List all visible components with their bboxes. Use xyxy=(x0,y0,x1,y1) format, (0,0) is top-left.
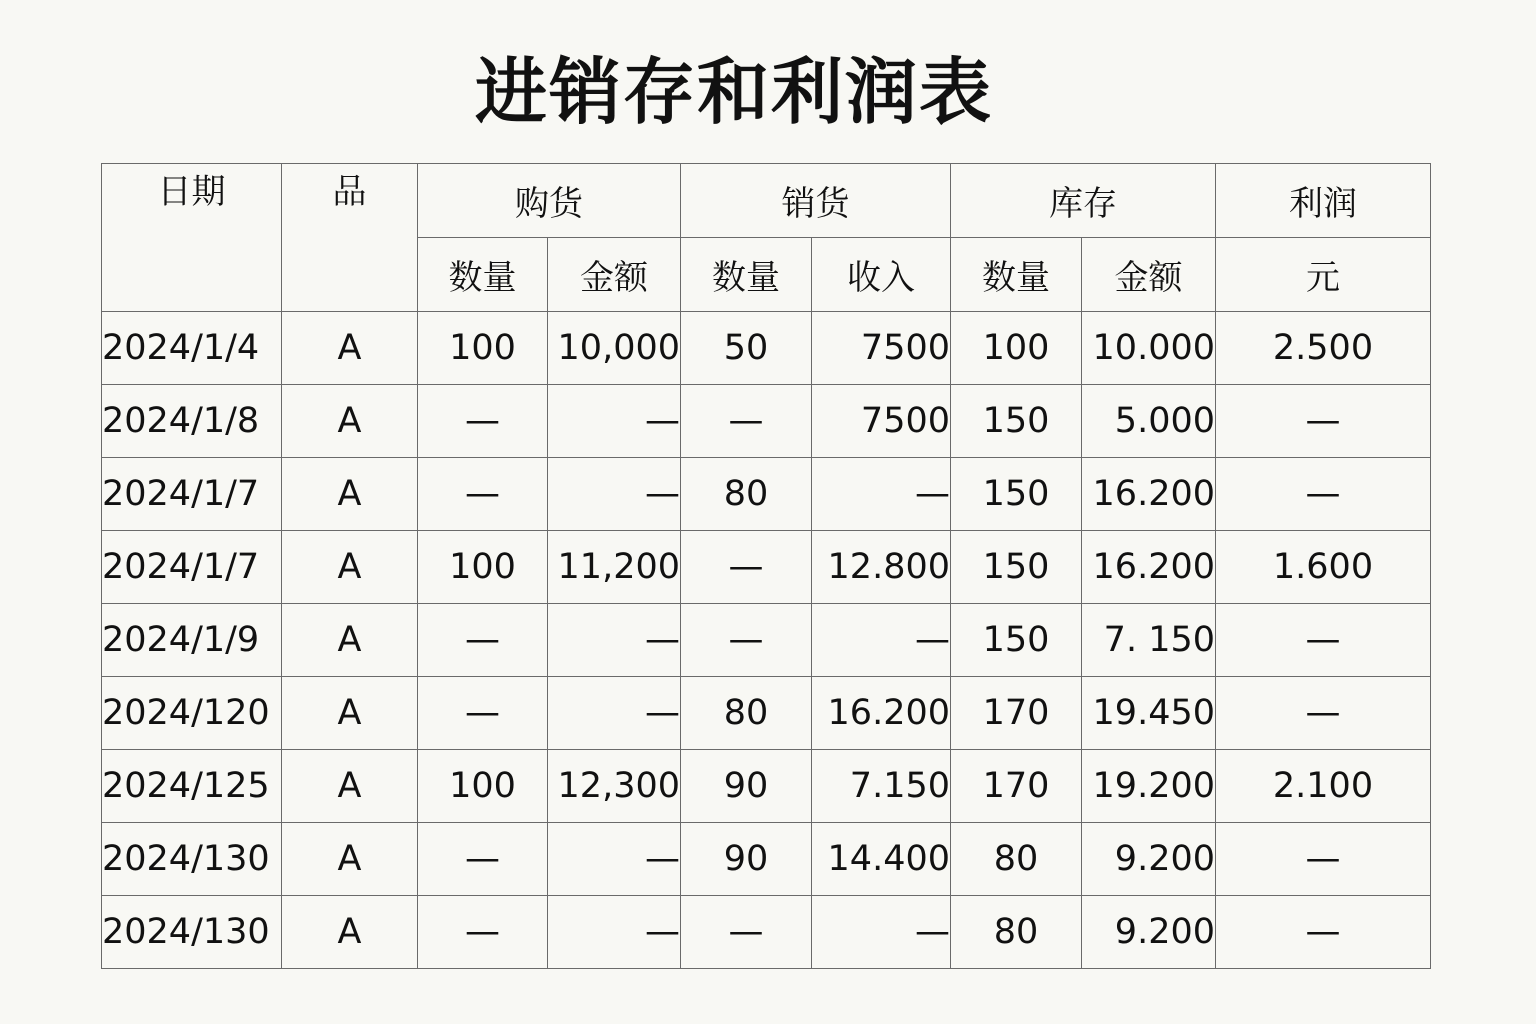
cell-product: A xyxy=(282,823,418,896)
cell-sales-income: — xyxy=(812,896,951,969)
header-profit: 利润 xyxy=(1216,164,1431,238)
cell-sales-qty: — xyxy=(681,896,812,969)
cell-sales-income: 16.200 xyxy=(812,677,951,750)
cell-inventory-amount: 16.200 xyxy=(1082,531,1216,604)
cell-date: 2024/125 xyxy=(102,750,282,823)
cell-profit: 2.500 xyxy=(1216,312,1431,385)
cell-sales-income: 7.150 xyxy=(812,750,951,823)
cell-date: 2024/130 xyxy=(102,823,282,896)
cell-product: A xyxy=(282,750,418,823)
cell-product: A xyxy=(282,312,418,385)
inventory-profit-table xyxy=(101,163,1431,969)
cell-sales-qty: 90 xyxy=(681,823,812,896)
cell-product: A xyxy=(282,677,418,750)
cell-purchase-amount: — xyxy=(548,458,681,531)
table-row xyxy=(102,458,1431,531)
cell-product: A xyxy=(282,385,418,458)
cell-purchase-amount: — xyxy=(548,896,681,969)
header-inventory: 库存 xyxy=(951,164,1216,238)
table-row xyxy=(102,823,1431,896)
cell-purchase-qty: — xyxy=(418,604,548,677)
cell-purchase-amount: — xyxy=(548,604,681,677)
cell-inventory-amount: 9.200 xyxy=(1082,823,1216,896)
header-sales: 销货 xyxy=(681,164,951,238)
cell-inventory-amount: 7. 150 xyxy=(1082,604,1216,677)
cell-inventory-qty: 150 xyxy=(951,458,1082,531)
cell-date: 2024/1/9 xyxy=(102,604,282,677)
cell-inventory-qty: 100 xyxy=(951,312,1082,385)
cell-inventory-amount: 19.200 xyxy=(1082,750,1216,823)
cell-purchase-amount: — xyxy=(548,385,681,458)
cell-inventory-qty: 150 xyxy=(951,531,1082,604)
cell-profit: — xyxy=(1216,677,1431,750)
cell-inventory-amount: 10.000 xyxy=(1082,312,1216,385)
cell-profit: — xyxy=(1216,458,1431,531)
cell-date: 2024/1/7 xyxy=(102,531,282,604)
cell-purchase-qty: 100 xyxy=(418,531,548,604)
cell-inventory-qty: 80 xyxy=(951,823,1082,896)
cell-purchase-amount: 10,000 xyxy=(548,312,681,385)
table-row xyxy=(102,677,1431,750)
cell-purchase-qty: — xyxy=(418,823,548,896)
cell-sales-income: — xyxy=(812,458,951,531)
cell-sales-qty: 80 xyxy=(681,458,812,531)
cell-inventory-qty: 150 xyxy=(951,604,1082,677)
cell-profit: — xyxy=(1216,896,1431,969)
cell-sales-income: 7500 xyxy=(812,385,951,458)
cell-sales-qty: 90 xyxy=(681,750,812,823)
table-row xyxy=(102,385,1431,458)
cell-sales-qty: — xyxy=(681,604,812,677)
cell-date: 2024/1/7 xyxy=(102,458,282,531)
header-inventory-qty: 数量 xyxy=(951,238,1082,312)
table-body xyxy=(102,312,1431,969)
cell-profit: — xyxy=(1216,823,1431,896)
cell-inventory-qty: 170 xyxy=(951,750,1082,823)
cell-profit: — xyxy=(1216,604,1431,677)
header-purchase-amount: 金额 xyxy=(548,238,681,312)
header-sales-income: 收入 xyxy=(812,238,951,312)
cell-date: 2024/1/8 xyxy=(102,385,282,458)
cell-profit: — xyxy=(1216,385,1431,458)
cell-inventory-amount: 16.200 xyxy=(1082,458,1216,531)
cell-product: A xyxy=(282,458,418,531)
cell-inventory-amount: 5.000 xyxy=(1082,385,1216,458)
header-purchase-qty: 数量 xyxy=(418,238,548,312)
cell-purchase-qty: — xyxy=(418,677,548,750)
cell-sales-qty: — xyxy=(681,385,812,458)
cell-sales-income: — xyxy=(812,604,951,677)
cell-purchase-qty: — xyxy=(418,458,548,531)
cell-purchase-qty: — xyxy=(418,385,548,458)
cell-sales-qty: — xyxy=(681,531,812,604)
cell-purchase-amount: 11,200 xyxy=(548,531,681,604)
cell-date: 2024/1/4 xyxy=(102,312,282,385)
header-date: 日期 xyxy=(102,164,282,312)
cell-sales-income: 7500 xyxy=(812,312,951,385)
header-purchase: 购货 xyxy=(418,164,681,238)
cell-sales-income: 14.400 xyxy=(812,823,951,896)
table-row xyxy=(102,312,1431,385)
cell-product: A xyxy=(282,531,418,604)
cell-purchase-amount: — xyxy=(548,677,681,750)
cell-inventory-qty: 80 xyxy=(951,896,1082,969)
header-profit-unit: 元 xyxy=(1216,238,1431,312)
cell-inventory-qty: 150 xyxy=(951,385,1082,458)
cell-purchase-qty: — xyxy=(418,896,548,969)
table-row xyxy=(102,531,1431,604)
cell-profit: 2.100 xyxy=(1216,750,1431,823)
cell-product: A xyxy=(282,896,418,969)
cell-sales-qty: 80 xyxy=(681,677,812,750)
header-inventory-amount: 金额 xyxy=(1082,238,1216,312)
cell-profit: 1.600 xyxy=(1216,531,1431,604)
cell-inventory-amount: 9.200 xyxy=(1082,896,1216,969)
cell-product: A xyxy=(282,604,418,677)
table-row xyxy=(102,896,1431,969)
cell-purchase-amount: 12,300 xyxy=(548,750,681,823)
cell-inventory-amount: 19.450 xyxy=(1082,677,1216,750)
cell-purchase-amount: — xyxy=(548,823,681,896)
page-title: 进销存和利润表 xyxy=(474,50,993,134)
header-product: 品 xyxy=(282,164,418,312)
table-row xyxy=(102,604,1431,677)
table-header xyxy=(102,164,1431,312)
table-row xyxy=(102,750,1431,823)
cell-inventory-qty: 170 xyxy=(951,677,1082,750)
cell-date: 2024/130 xyxy=(102,896,282,969)
cell-purchase-qty: 100 xyxy=(418,750,548,823)
cell-sales-income: 12.800 xyxy=(812,531,951,604)
cell-date: 2024/120 xyxy=(102,677,282,750)
cell-purchase-qty: 100 xyxy=(418,312,548,385)
header-sales-qty: 数量 xyxy=(681,238,812,312)
header-row-group xyxy=(102,164,1431,238)
cell-sales-qty: 50 xyxy=(681,312,812,385)
